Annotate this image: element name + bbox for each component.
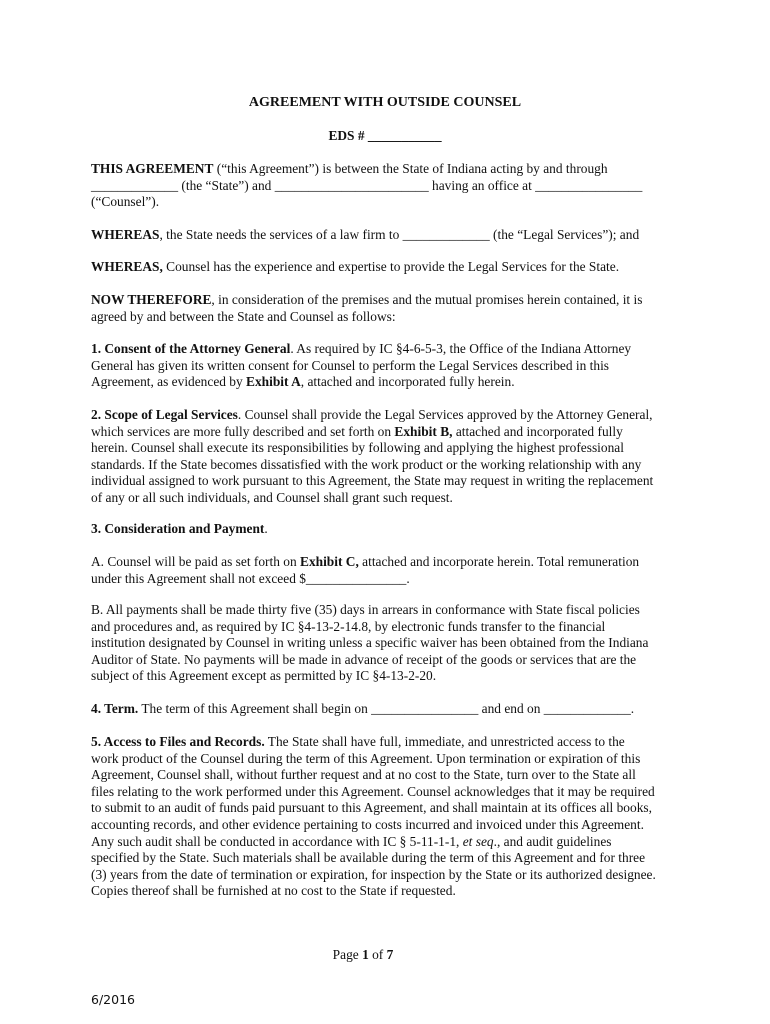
body-text: accounting records, and other evidence pertaining to costs incurred and invoiced under this Agreement. [91, 816, 644, 832]
bold-text: WHEREAS, [91, 259, 163, 274]
text-line [91, 668, 691, 685]
bold-text: 2. Scope of Legal Services [91, 407, 238, 422]
text-line [91, 619, 691, 636]
body-text: _____________ (the “State”) and _______________________ having an office at ________________ [91, 177, 643, 193]
section-term [91, 701, 691, 718]
revision-date: 6/2016 [91, 992, 135, 1007]
section-payment-a [91, 554, 691, 587]
body-text: The State shall have full, immediate, and unrestricted access to the [264, 734, 625, 749]
section-payment-b [91, 602, 691, 685]
bold-text: 3. Consideration and Payment [91, 521, 265, 536]
body-text: , attached and incorporated fully herein. [300, 374, 515, 390]
body-text: The term of this Agreement shall begin on ________________ and end on _____________. [138, 701, 635, 716]
body-text: , in consideration of the premises and the mutual promises herein contained, it is [211, 292, 643, 307]
body-text: standards. If the State becomes dissatisfied with the work product or the working relationship with any [91, 456, 642, 472]
paragraph-whereas-2 [91, 259, 691, 276]
body-text: files relating to the work performed under this Agreement. Counsel acknowledges that it may be required [91, 783, 655, 799]
text-line [91, 767, 691, 784]
page-total: 7 [386, 947, 394, 962]
body-text: attached and incorporate herein. Total remuneration [358, 554, 640, 569]
body-text: specified by the State. Such materials shall be available during the term of this Agreement and for three [91, 850, 646, 866]
document-title: AGREEMENT WITH OUTSIDE COUNSEL [248, 95, 522, 110]
text-line [91, 424, 691, 441]
text-line [91, 194, 691, 211]
text-line [91, 571, 691, 588]
body-text: Counsel has the experience and expertise to provide the Legal Services for the State. [162, 259, 620, 274]
text-line [91, 309, 691, 326]
text-line [91, 834, 691, 851]
body-text: which services are more fully described and set forth on [91, 423, 395, 439]
body-text: B. All payments shall be made thirty five (35) days in arrears in conformance with State fiscal policies [91, 602, 640, 617]
body-text: agreed by and between the State and Counsel as follows: [91, 308, 396, 324]
body-text: . [264, 521, 268, 536]
eds-number [0, 128, 770, 145]
eds-blank: ___________ [367, 128, 442, 143]
body-text: Any such audit shall be conducted in accordance with IC § 5-11-1-1, [91, 833, 463, 849]
page-prefix: Page [332, 947, 363, 962]
body-text: A. Counsel will be paid as set forth on [91, 554, 301, 569]
bold-text: WHEREAS [91, 227, 160, 242]
text-line [91, 178, 691, 195]
text-line [91, 407, 691, 424]
text-line [91, 817, 691, 834]
body-text: attached and incorporated fully [452, 423, 623, 439]
body-text: . Counsel shall provide the Legal Services approved by the Attorney General, [237, 407, 653, 422]
text-line [91, 652, 691, 669]
bold-text: Exhibit C, [300, 554, 359, 569]
text-line [91, 751, 691, 768]
bold-text: NOW THEREFORE [91, 292, 212, 307]
body-text: ., and audit guidelines [493, 833, 612, 849]
text-line [91, 440, 691, 457]
text-line [91, 358, 691, 375]
body-text: and procedures and, as required by IC §4-13-2-14.8, by electronic funds transfer to the financial [91, 618, 606, 634]
text-line [91, 800, 691, 817]
text-line [91, 259, 691, 276]
body-text: of any or all such individuals, and Counsel shall grant such request. [91, 489, 453, 505]
body-text: (“this Agreement”) is between the State of Indiana acting by and through [213, 161, 608, 176]
body-text: under this Agreement shall not exceed $_______________. [91, 570, 410, 586]
text-line [91, 341, 691, 358]
body-text: (3) years from the date of termination or expiration, for inspection by the State or its authorized designee. [91, 866, 656, 882]
body-text: to submit to an audit of funds paid pursuant to this Agreement, and shall maintain at its offices all books, [91, 800, 652, 816]
bold-text: Exhibit A [246, 374, 301, 390]
body-text: individual assigned to work pursuant to this Agreement, the State may request in writing the replacement [91, 473, 654, 489]
body-text: Auditor of State. No payments will be made in advance of receipt of the goods or services that are the [91, 651, 637, 667]
bold-text: 1. Consent of the Attorney General [91, 341, 291, 356]
text-line [91, 490, 691, 507]
bold-text: 4. Term. [91, 701, 139, 716]
body-text: (“Counsel”). [91, 194, 160, 210]
text-line [91, 374, 691, 391]
text-line [91, 473, 691, 490]
text-line [91, 554, 691, 571]
body-text: General has given its written consent for Counsel to perform the Legal Services described in this [91, 357, 609, 373]
body-text: Agreement, as evidenced by [91, 374, 247, 390]
body-text: . As required by IC §4-6-5-3, the Office of the Indiana Attorney [290, 341, 632, 356]
bold-text: THIS AGREEMENT [91, 161, 214, 176]
text-line [91, 883, 691, 900]
text-line [91, 635, 691, 652]
body-text: Agreement, Counsel shall, without further request and at no cost to the State, turn over to the State all [91, 767, 636, 783]
bold-text: 5. Access to Files and Records. [91, 734, 265, 749]
body-text: Copies thereof shall be furnished at no cost to the State if requested. [91, 883, 456, 899]
body-text: subject of this Agreement except as permitted by IC §4-13-2-20. [91, 668, 437, 684]
paragraph-intro [91, 161, 691, 211]
section-consideration-payment [91, 521, 691, 538]
text-line [91, 521, 691, 538]
text-line [91, 457, 691, 474]
eds-label: EDS # [328, 128, 365, 143]
page-current: 1 [362, 947, 369, 962]
body-text: work product of the Counsel during the term of this Agreement. Upon termination or expiration of this [91, 750, 641, 766]
section-scope-legal-services [91, 407, 691, 507]
italic-text: et seq [462, 833, 494, 849]
text-line [91, 227, 691, 244]
text-line [91, 734, 691, 751]
page-separator: of [368, 947, 387, 962]
section-consent-attorney-general [91, 341, 691, 391]
paragraph-now-therefore [91, 292, 691, 325]
text-line [91, 161, 691, 178]
text-line [91, 602, 691, 619]
body-text: institution designated by Counsel in writing unless a specific waiver has been obtained from the Indiana [91, 635, 649, 651]
body-text: , the State needs the services of a law firm to _____________ (the “Legal Services”); and [159, 227, 640, 242]
paragraph-whereas-1 [91, 227, 691, 244]
text-line [91, 850, 691, 867]
section-access-files-records [91, 734, 691, 900]
text-line [91, 292, 691, 309]
page-number [0, 947, 726, 964]
text-line [91, 784, 691, 801]
body-text: herein. Counsel shall execute its responsibilities by following and applying the highest professional [91, 440, 624, 456]
text-line [91, 867, 691, 884]
bold-text: Exhibit B, [394, 423, 453, 439]
text-line [91, 701, 691, 718]
